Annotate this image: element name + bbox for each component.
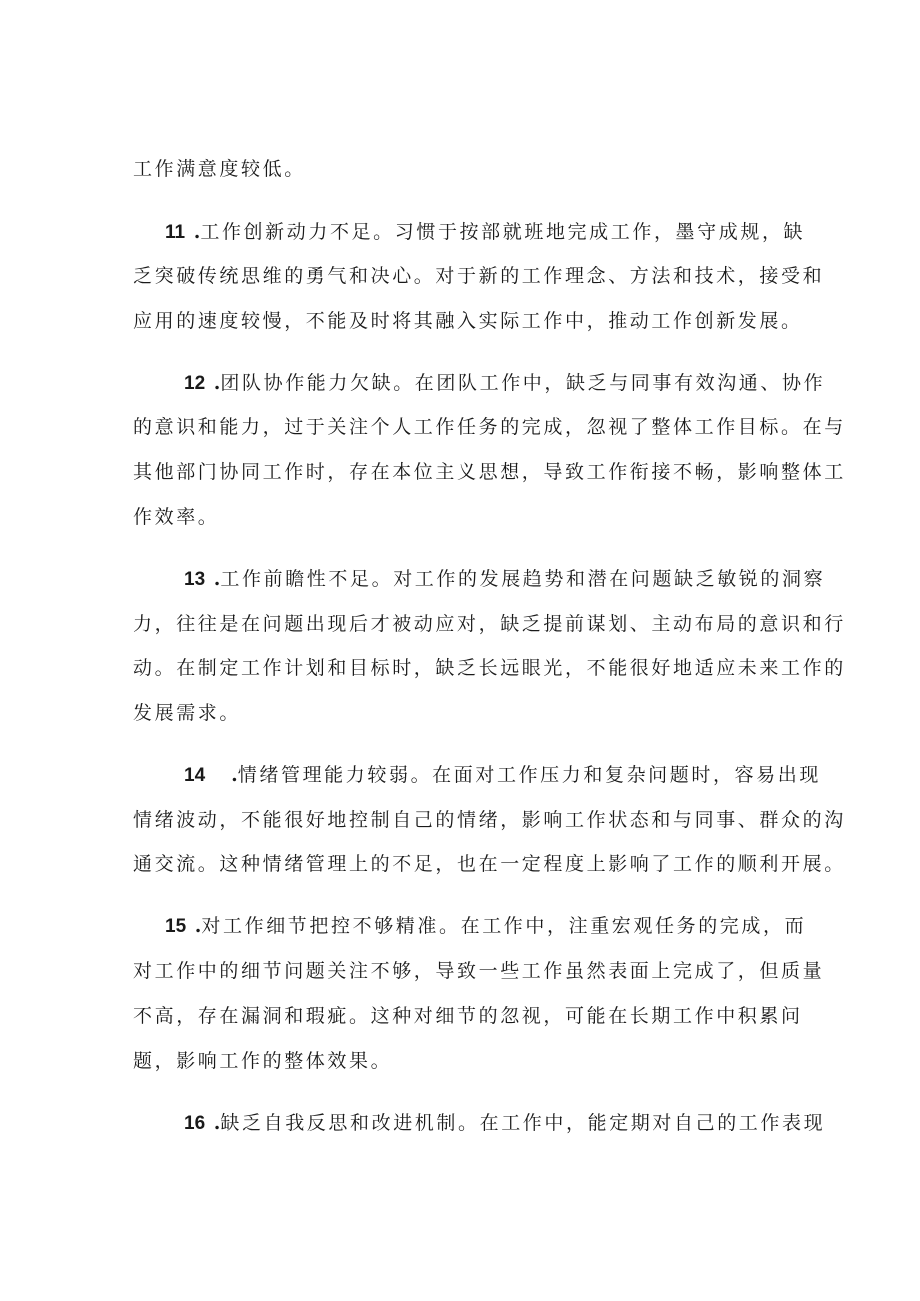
item-14-line-2: 情绪波动，不能很好地控制自己的情绪，影响工作状态和与同事、群众的沟 (133, 809, 846, 831)
item-15-line-4: 题，影响工作的整体效果。 (133, 1050, 393, 1072)
item-13-line-1: 13 .工作前瞻性不足。对工作的发展趋势和潜在问题缺乏敏锐的洞察 (184, 568, 826, 590)
item-11-line-3: 应用的速度较慢，不能及时将其融入实际工作中，推动工作创新发展。 (133, 310, 803, 332)
item-13-line-4: 发展需求。 (133, 702, 242, 724)
item-15-line-1: 15 .对工作细节把控不够精准。在工作中，注重宏观任务的完成，而 (165, 915, 807, 937)
item-15-line-3: 不高，存在漏洞和瑕疵。这种对细节的忽视，可能在长期工作中积累问 (133, 1005, 803, 1027)
fragment-tail: 工作满意度较低。 (133, 158, 306, 180)
item-11-line-1: 11 .工作创新动力不足。习惯于按部就班地完成工作，墨守成规，缺 (165, 221, 806, 243)
item-number: 11 (165, 222, 186, 243)
item-13-line-2: 力，往往是在问题出现后才被动应对，缺乏提前谋划、主动布局的意识和行 (133, 613, 846, 635)
item-13-line-3: 动。在制定工作计划和目标时，缺乏长远眼光，不能很好地适应未来工作的 (133, 657, 846, 679)
item-12-line-3: 其他部门协同工作时，存在本位主义思想，导致工作衔接不畅，影响整体工 (133, 461, 846, 483)
item-16-line-1: 16 .缺乏自我反思和改进机制。在工作中，能定期对自己的工作表现 (184, 1112, 826, 1134)
item-number: 13 (184, 569, 206, 590)
item-12-line-1: 12 .团队协作能力欠缺。在团队工作中，缺乏与同事有效沟通、协作 (184, 372, 826, 394)
item-14-line-1: 14 .情绪管理能力较弱。在面对工作压力和复杂问题时，容易出现 (184, 764, 821, 786)
item-12-line-4: 作效率。 (133, 506, 220, 528)
item-14-line-3: 通交流。这种情绪管理上的不足，也在一定程度上影响了工作的顺利开展。 (133, 853, 846, 875)
item-number: 12 (184, 373, 206, 394)
item-12-line-2: 的意识和能力，过于关注个人工作任务的完成，忽视了整体工作目标。在与 (133, 416, 846, 438)
item-11-line-2: 乏突破传统思维的勇气和决心。对于新的工作理念、方法和技术，接受和 (133, 265, 825, 287)
item-number: 16 (184, 1113, 206, 1134)
item-15-line-2: 对工作中的细节问题关注不够，导致一些工作虽然表面上完成了，但质量 (133, 960, 825, 982)
item-number: 15 (165, 916, 187, 937)
item-number: 14 (184, 765, 206, 786)
